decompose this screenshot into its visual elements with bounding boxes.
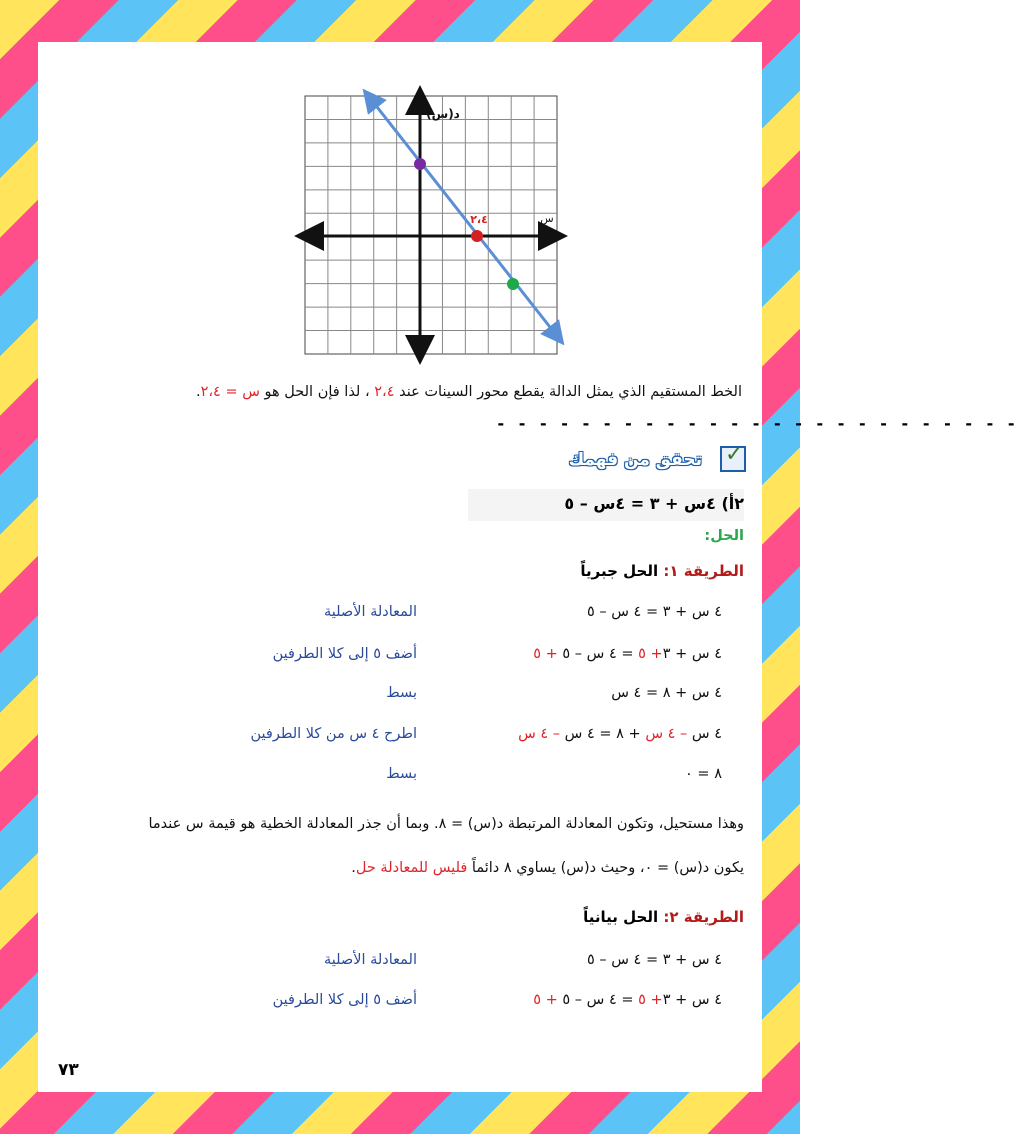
method1-label: الطريقة ١: xyxy=(663,562,744,580)
conclusion-line-2: يكون د(س) = ٠، وحيث د(س) يساوي ٨ دائماً فليس للمعادلة حل. xyxy=(351,860,744,876)
problem-number: ٢أ) xyxy=(721,494,744,513)
intro-value-2: س = ٢،٤ xyxy=(200,384,260,400)
step4-eq: ٤ س – ٤ س + ٨ = ٤ س – ٤ س xyxy=(518,726,722,742)
m2-step2-eq: ٤ س + ٣+ ٥ = ٤ س – ٥ + ٥ xyxy=(533,992,722,1008)
step1-eq: ٤ س + ٣ = ٤ س – ٥ xyxy=(586,604,722,620)
method2-title: الحل بيانياً xyxy=(583,908,659,926)
intro-value-1: ٢،٤ xyxy=(374,384,395,400)
step1-desc: المعادلة الأصلية xyxy=(323,604,417,620)
method1-heading xyxy=(580,562,744,580)
point-label: ٢،٤ xyxy=(470,213,488,226)
m2-step1-eq: ٤ س + ٣ = ٤ س – ٥ xyxy=(586,952,722,968)
checkbox-icon: ✓ xyxy=(720,446,746,472)
method1-title: الحل جبرياً xyxy=(580,562,659,580)
intro-text-1: الخط المستقيم الذي يمثل الدالة يقطع محور السينات عند xyxy=(399,384,742,400)
point xyxy=(507,278,519,290)
intro-end: . xyxy=(195,384,201,400)
page-number: ٧٣ xyxy=(58,1060,79,1080)
step4-desc: اطرح ٤ س من كلا الطرفين xyxy=(250,726,417,742)
method2-heading xyxy=(583,908,744,926)
m2-step1-desc: المعادلة الأصلية xyxy=(323,952,417,968)
x-intercept-point xyxy=(471,230,483,242)
solution-label: الحل: xyxy=(704,528,744,544)
step2-eq: ٤ س + ٣+ ٥ = ٤ س – ٥ + ٥ xyxy=(533,646,722,662)
step5-desc: بسط xyxy=(386,766,417,782)
step3-eq: ٤ س + ٨ = ٤ س xyxy=(611,685,722,701)
step3-desc: بسط xyxy=(386,685,417,701)
x-axis-label: س xyxy=(540,212,554,225)
step5-eq: ٨ = ٠ xyxy=(685,766,722,782)
conclusion-line-1: وهذا مستحيل، وتكون المعادلة المرتبطة د(س) = ٨. وبما أن جذر المعادلة الخطية هو قيمة س عندما xyxy=(148,816,744,832)
m2-step2-desc: أضف ٥ إلى كلا الطرفين xyxy=(272,992,417,1008)
y-axis-label: د(س) xyxy=(426,107,460,121)
step2-desc: أضف ٥ إلى كلا الطرفين xyxy=(272,646,417,662)
intro-sentence xyxy=(196,384,742,400)
problem-equation: ٤س + ٣ = ٤س – ٥ xyxy=(564,494,716,513)
graph xyxy=(303,92,573,360)
problem xyxy=(564,494,744,513)
intro-text-2: ، لذا فإن الحل هو xyxy=(264,384,370,400)
check-understanding-title: تحقق من فهمك xyxy=(568,450,702,470)
method2-label: الطريقة ٢: xyxy=(663,908,744,926)
page xyxy=(38,42,1017,1092)
y-intercept-point xyxy=(414,158,426,170)
dashed-divider: - - - - - - - - - - - - - - - - - - - - - - - - - xyxy=(496,414,1017,433)
